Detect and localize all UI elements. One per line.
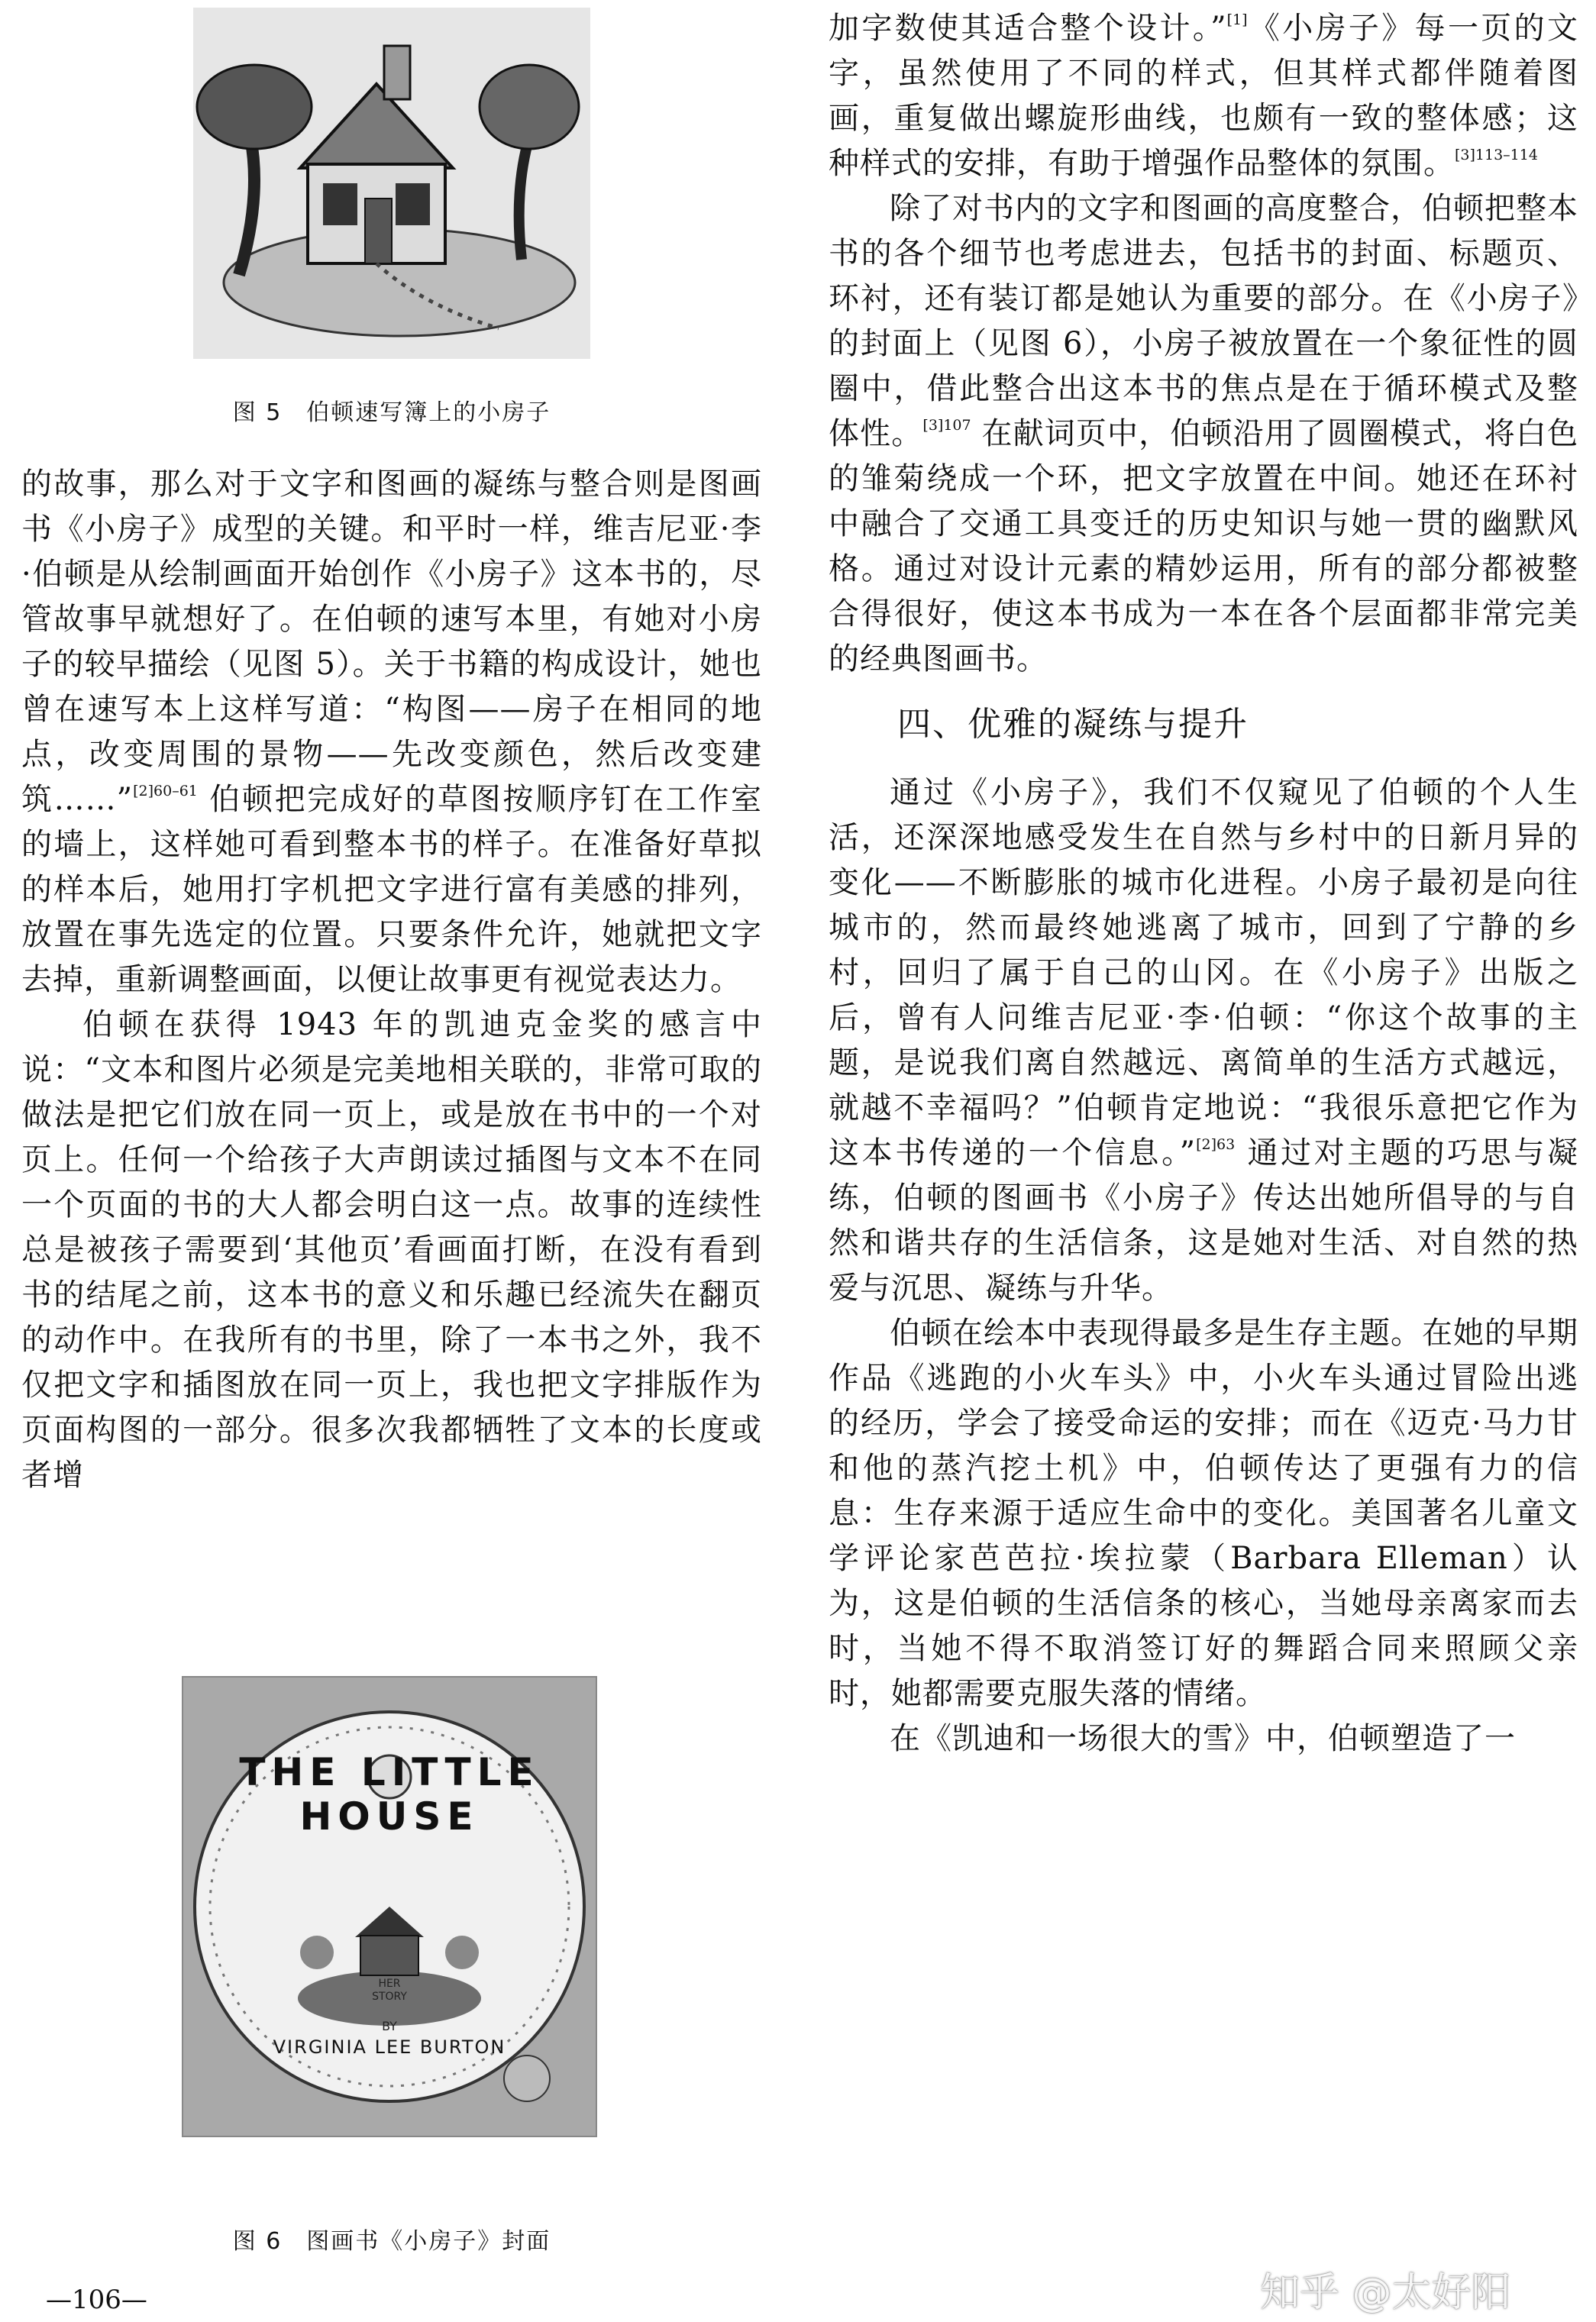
text-run: 在献词页中，伯顿沿用了圆圈模式，将白色的雏菊绕成一个环，把文字放置在中间。她还在环衬中融合了交通工具变迁的历史知识与她一贯的幽默风格。通过对设计元素的精妙运用，所有的部分都被整合得很好，使这本书成为一本在各个层面都非常完美的经典图画书。	[829, 416, 1578, 677]
left-text	[21, 462, 762, 1498]
text-run: 通过对主题的巧思与凝练，伯顿的图画书《小房子》传达出她所倡导的与自然和谐共存的生活信条，这是她对生活、对自然的热爱与沉思、凝练与升华。	[829, 1135, 1578, 1306]
paragraph	[21, 462, 762, 1003]
house-sketch-icon	[193, 8, 590, 359]
cover-author: VIRGINIA LEE BURTON	[273, 2036, 506, 2058]
book-cover-icon	[183, 1678, 596, 2136]
citation: [1]	[1226, 11, 1248, 28]
figure-5	[21, 0, 762, 426]
watermark: 知乎 @太好阳	[1260, 2270, 1511, 2316]
paragraph	[829, 186, 1578, 682]
citation: [2]63	[1196, 1136, 1236, 1153]
section-heading: 四、优雅的凝练与提升	[897, 705, 1249, 744]
figure-5-caption: 图 5 伯顿速写簿上的小房子	[232, 399, 551, 426]
text-run: 《小房子》每一页的文字，虽然使用了不同的样式，但其样式都伴随着图画，重复做出螺旋形曲线，也颇有一致的整体感；这种样式的安排，有助于增强作品整体的氛围。	[829, 11, 1578, 181]
cover-story: STORY	[372, 1991, 407, 2003]
paragraph	[829, 6, 1578, 186]
text-run: 加字数使其适合整个设计。”	[829, 11, 1227, 46]
citation: [3]107	[922, 417, 971, 434]
page-number: —106—	[46, 2285, 147, 2315]
cover-her: HER	[378, 1978, 401, 1990]
text-run: 伯顿把完成好的草图按顺序钉在工作室的墙上，这样她可看到整本书的样子。在准备好草拟的样本后，她用打字机把文字进行富有美感的排列，放置在事先选定的位置。只要条件允许，她就把文字去掉，重新调整画面，以便让故事更有视觉表达力。	[21, 782, 762, 997]
text-run: 除了对书内的文字和图画的高度整合，伯顿把整本书的各个细节也考虑进去，包括书的封面、标题页、环衬，还有装订都是她认为重要的部分。在《小房子》的封面上（见图 6），小房子被放置在一个象征性的圆圈中，借此整合出这本书的焦点是在于循环模式及整体性。	[829, 191, 1578, 451]
figure-6-caption: 图 6 图画书《小房子》封面	[232, 2228, 551, 2255]
cover-by: BY	[382, 2019, 397, 2033]
figure-6-image	[182, 1676, 597, 2137]
cover-title: THE LITTLE HOUSE	[239, 1750, 540, 1839]
text-run: 的故事，那么对于文字和图画的凝练与整合则是图画书《小房子》成型的关键。和平时一样，维吉尼亚·李·伯顿是从绘制画面开始创作《小房子》这本书的，尽管故事早就想好了。在伯顿的速写本里，有她对小房子的较早描绘（见图 5）。关于书籍的构成设计，她也曾在速写本上这样写道：“构图——房子在相同的地点，改变周围的景物——先改变颜色，然后改变建筑……”	[21, 467, 762, 817]
paragraph: 在《凯迪和一场很大的雪》中，伯顿塑造了一	[890, 1721, 1516, 1756]
citation: [3]113–114	[1455, 147, 1538, 163]
figure-6	[21, 1676, 762, 2256]
paragraph: 伯顿在获得 1943 年的凯迪克金奖的感言中说：“文本和图片必须是完美地相关联的，非常可取的做法是把它们放在同一页上，或是放在书中的一个对页上。任何一个给孩子大声朗读过插图与文本不在同一个页面的书的大人都会明白这一点。故事的连续性总是被孩子需要到‘其他页’看画面打断，在没有看到书的结尾之前，这本书的意义和乐趣已经流失在翻页的动作中。在我所有的书里，除了一本书之外，我不仅把文字和插图放在同一页上，我也把文字排版作为页面构图的一部分。很多次我都牺牲了文本的长度或者增	[21, 1007, 762, 1493]
right-text	[829, 6, 1578, 1762]
citation: [2]60–61	[133, 783, 198, 799]
paragraph	[829, 770, 1578, 1311]
figure-5-image	[193, 8, 590, 359]
text-run: 通过《小房子》，我们不仅窥见了伯顿的个人生活，还深深地感受发生在自然与乡村中的日新月异的变化——不断膨胀的城市化进程。小房子最初是向往城市的，然而最终她逃离了城市，回到了宁静的乡村，回归了属于自己的山冈。在《小房子》出版之后，曾有人问维吉尼亚·李·伯顿：“你这个故事的主题，是说我们离自然越远、离简单的生活方式越远，就越不幸福吗？”伯顿肯定地说：“我很乐意把它作为这本书传递的一个信息。”	[829, 775, 1578, 1171]
left-column	[21, 0, 762, 2255]
paragraph: 伯顿在绘本中表现得最多是生存主题。在她的早期作品《逃跑的小火车头》中，小火车头通过冒险出逃的经历，学会了接受命运的安排；而在《迈克·马力甘和他的蒸汽挖土机》中，伯顿传达了更强有力的信息：生存来源于适应生命中的变化。美国著名儿童文学评论家芭芭拉·埃拉蒙（Barbara Elleman）认为，这是伯顿的生活信条的核心，当她母亲离家而去时，当她不得不取消签订好的舞蹈合同来照顾父亲时，她都需要克服失落的情绪。	[829, 1316, 1578, 1711]
